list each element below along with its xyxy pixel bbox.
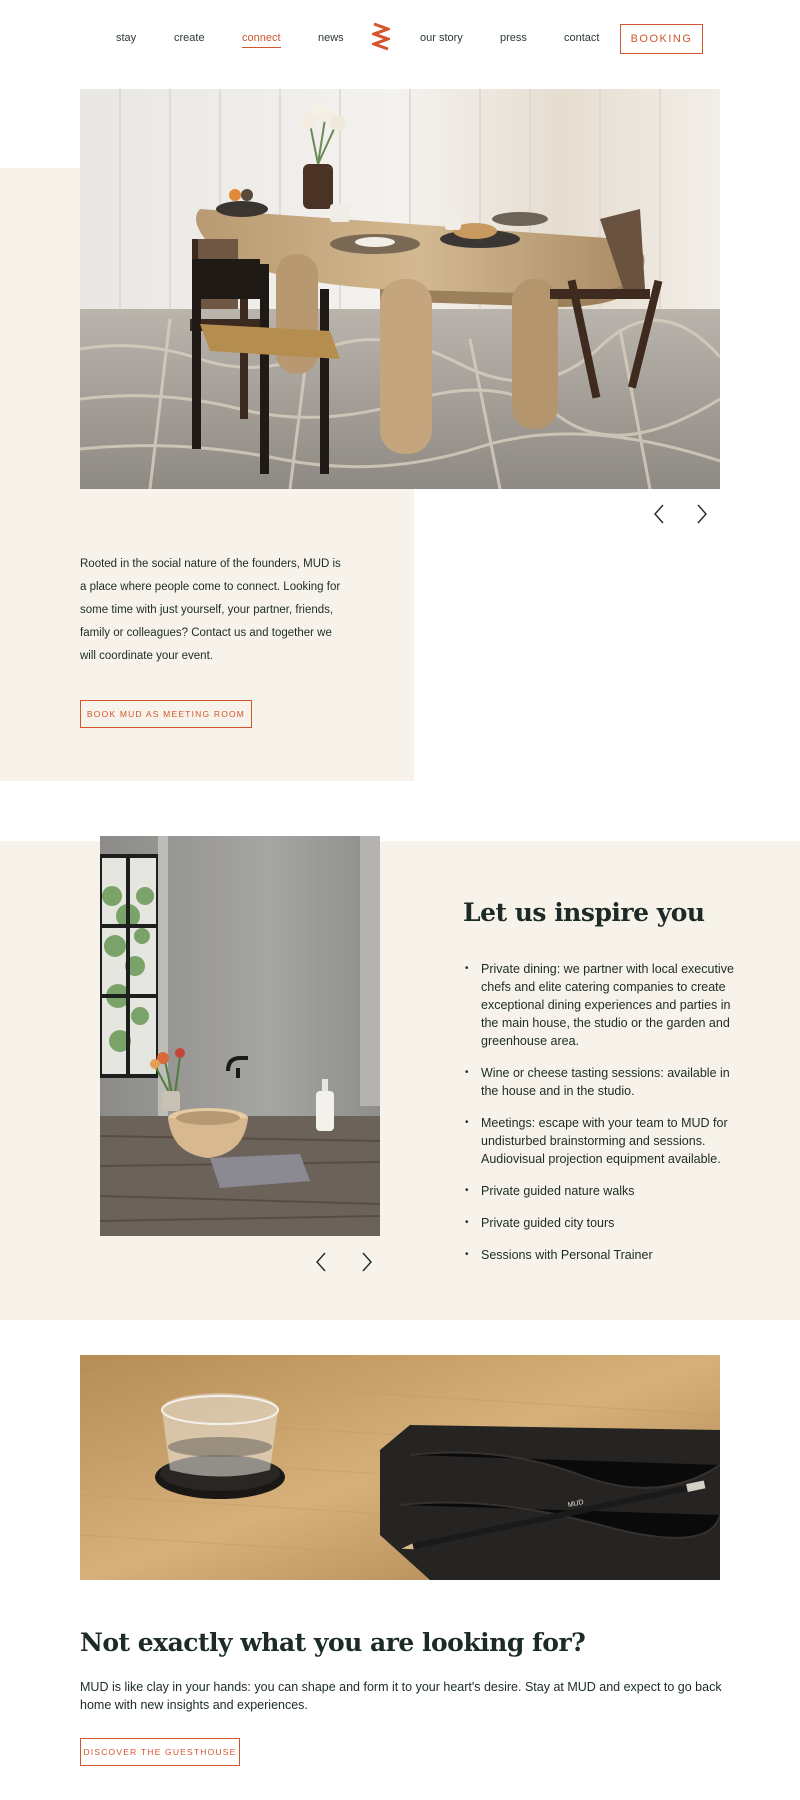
mud-logo-icon[interactable] (372, 22, 390, 52)
book-meeting-room-button[interactable]: BOOK MUD AS MEETING ROOM (80, 700, 252, 728)
chevron-right-icon[interactable] (695, 503, 709, 525)
list-item: • Meetings: escape with your team to MUD for undisturbed brainstorming and sessions. Audiovisual projection equipment available. (465, 1114, 735, 1168)
closing-title: Not exactly what you are looking for? (80, 1628, 586, 1657)
list-item: • Private guided city tours (465, 1214, 735, 1232)
intro-paragraph: Rooted in the social nature of the founders, MUD is a place where people come to connect. Looking for some time with just yourself, your partner, friends, family or colleagues? Contact us and together we will coordinate your event. (80, 558, 341, 662)
chevron-left-icon[interactable] (652, 503, 666, 525)
site-header (0, 0, 800, 78)
chevron-right-icon[interactable] (360, 1251, 374, 1273)
nav-item-press[interactable]: press (500, 32, 527, 44)
nav-item-our-story[interactable]: our story (420, 32, 463, 44)
inspire-list (465, 960, 735, 1278)
nav-item-stay[interactable]: stay (116, 32, 137, 44)
dining-table-photo (80, 89, 720, 489)
list-item: • Private guided nature walks (465, 1182, 735, 1200)
list-item: • Wine or cheese tasting sessions: available in the house and in the studio. (465, 1064, 735, 1100)
list-item: • Private dining: we partner with local executive chefs and elite catering companies to create exceptional dining experiences and parties in the main house, the studio or the garden and greenhouse area. (465, 960, 735, 1050)
closing-paragraph: MUD is like clay in your hands: you can shape and form it to your heart's desire. Stay at MUD and expect to go back home with new insights and experiences. (80, 1680, 722, 1712)
nav-item-connect[interactable]: connect (242, 32, 281, 44)
inspire-title: Let us inspire you (463, 898, 705, 927)
list-item: • Sessions with Personal Trainer (465, 1246, 735, 1264)
discover-guesthouse-button[interactable]: DISCOVER THE GUESTHOUSE (80, 1738, 240, 1766)
chevron-left-icon[interactable] (314, 1251, 328, 1273)
nav-item-contact[interactable]: contact (564, 32, 600, 44)
nav-item-create[interactable]: create (174, 32, 205, 44)
booking-button[interactable]: BOOKING (620, 24, 703, 54)
desk-glass-photo (80, 1355, 720, 1580)
pencil-label: MUD (567, 1498, 585, 1510)
nav-item-news[interactable]: news (318, 32, 344, 44)
sink-photo (100, 836, 380, 1236)
